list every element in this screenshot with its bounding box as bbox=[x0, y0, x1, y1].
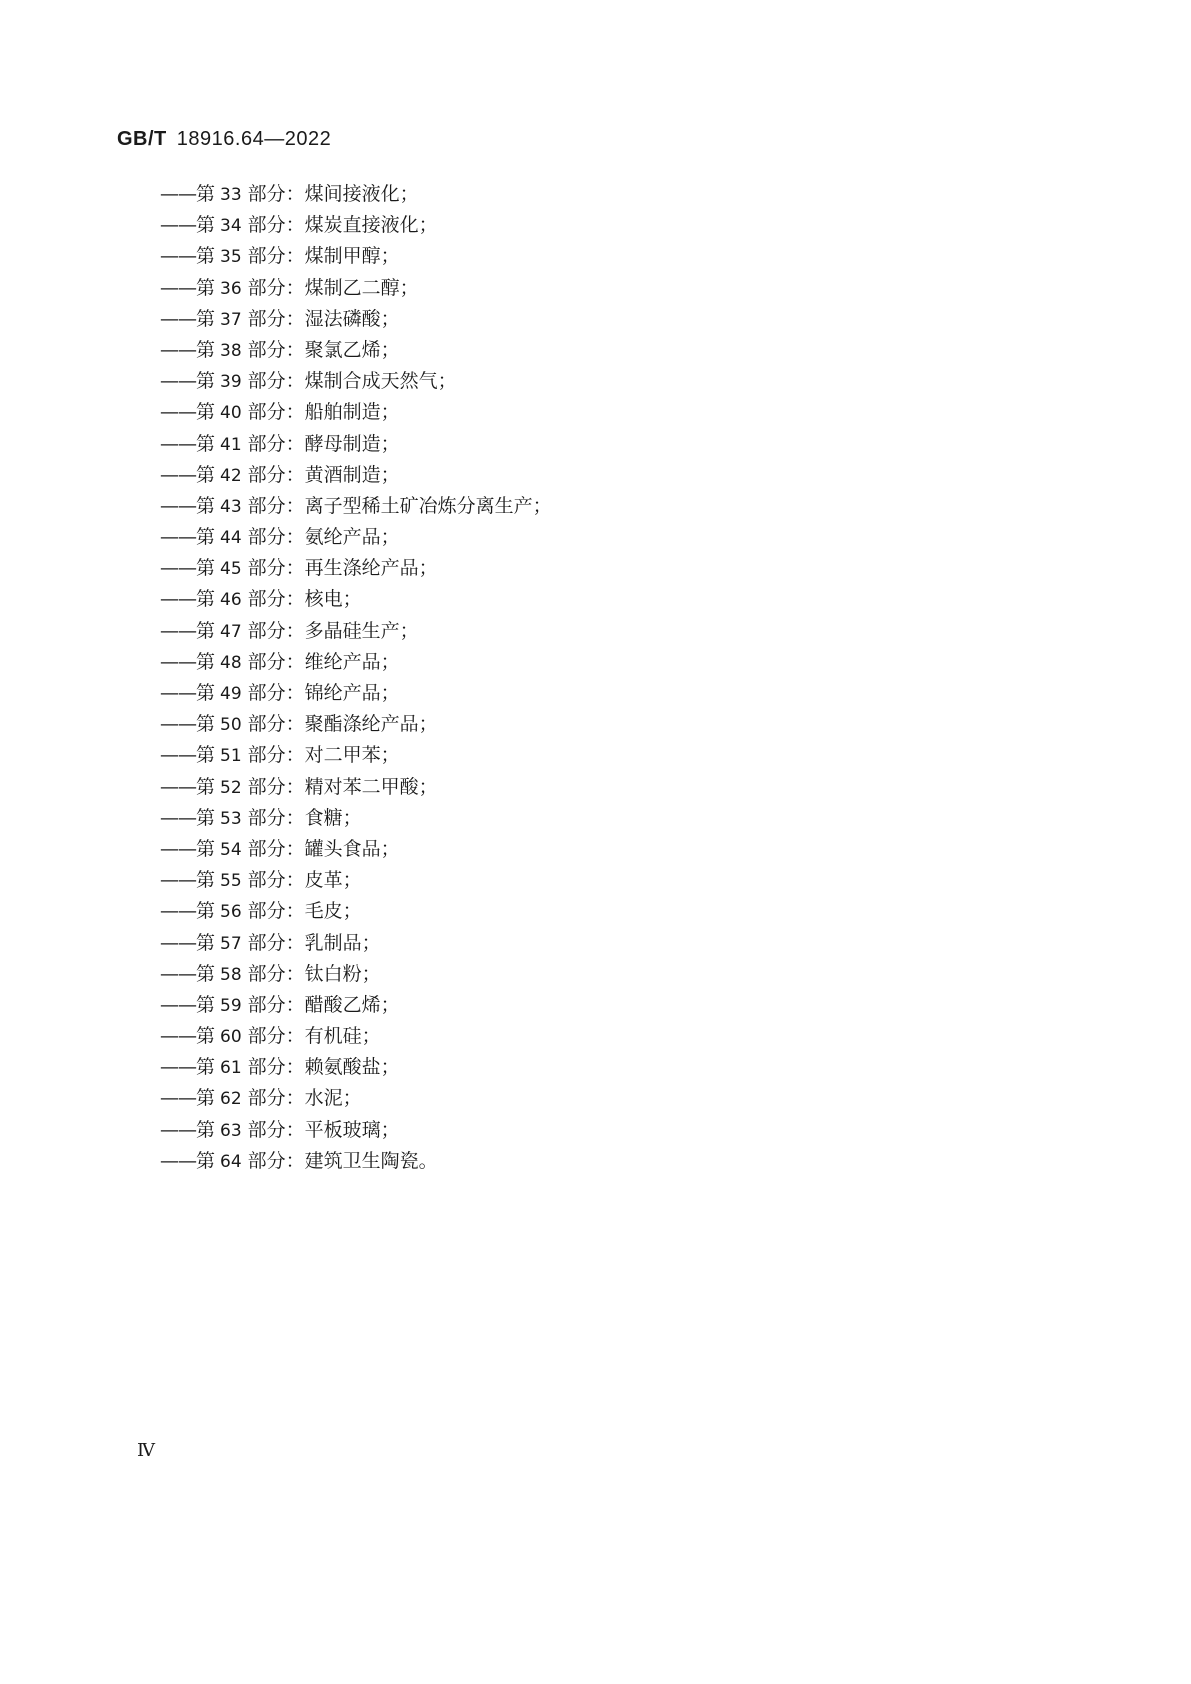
part-number: 43 bbox=[220, 496, 242, 517]
part-number: 56 bbox=[220, 902, 242, 923]
list-item bbox=[160, 460, 552, 491]
part-title: 部分：再生涤纶产品； bbox=[247, 557, 438, 580]
part-number: 46 bbox=[220, 590, 242, 611]
parts-list bbox=[160, 179, 552, 1177]
part-title: 部分：离子型稀土矿冶炼分离生产； bbox=[247, 494, 552, 517]
list-item-prefix: ——第 bbox=[160, 588, 215, 611]
part-number: 61 bbox=[220, 1058, 242, 1079]
part-number: 48 bbox=[220, 652, 242, 673]
list-item bbox=[160, 678, 552, 709]
list-item bbox=[160, 584, 552, 615]
list-item bbox=[160, 429, 552, 460]
list-item-prefix: ——第 bbox=[160, 214, 215, 237]
part-number: 52 bbox=[220, 777, 242, 798]
list-item bbox=[160, 397, 552, 428]
list-item-prefix: ——第 bbox=[160, 183, 215, 205]
list-item-prefix: ——第 bbox=[160, 962, 215, 985]
part-title: 部分：精对苯二甲酸； bbox=[247, 775, 438, 798]
list-item bbox=[160, 241, 552, 272]
list-item-prefix: ——第 bbox=[160, 931, 215, 954]
part-title: 部分：毛皮； bbox=[247, 900, 362, 923]
part-title: 部分：煤制乙二醇； bbox=[247, 276, 419, 299]
part-number: 64 bbox=[220, 1151, 242, 1172]
part-number: 63 bbox=[220, 1120, 242, 1141]
list-item bbox=[160, 304, 552, 335]
list-item-prefix: ——第 bbox=[160, 619, 215, 642]
list-item-prefix: ——第 bbox=[160, 370, 215, 393]
list-item bbox=[160, 865, 552, 896]
list-item-prefix: ——第 bbox=[160, 682, 215, 704]
part-title: 部分：乳制品； bbox=[247, 931, 381, 954]
part-title: 部分：醋酸乙烯； bbox=[247, 993, 400, 1016]
list-item-prefix: ——第 bbox=[160, 432, 215, 455]
part-number: 50 bbox=[220, 715, 242, 736]
list-item-prefix: ——第 bbox=[160, 713, 215, 736]
part-number: 40 bbox=[220, 403, 242, 424]
part-title: 部分：聚酯涤纶产品； bbox=[247, 713, 438, 736]
part-number: 38 bbox=[220, 340, 242, 361]
list-item bbox=[160, 210, 552, 241]
part-title: 部分：多晶硅生产； bbox=[247, 619, 419, 642]
part-number: 41 bbox=[220, 434, 242, 455]
part-title: 部分：钛白粉； bbox=[247, 962, 381, 985]
part-number: 35 bbox=[220, 247, 242, 268]
part-title: 部分：有机硅； bbox=[247, 1025, 381, 1048]
part-title: 部分：水泥； bbox=[247, 1087, 362, 1110]
part-number: 47 bbox=[220, 621, 242, 642]
list-item-prefix: ——第 bbox=[160, 1025, 215, 1048]
list-item bbox=[160, 896, 552, 927]
part-title: 部分：煤制合成天然气； bbox=[247, 370, 457, 393]
part-title: 部分：煤间接液化； bbox=[247, 183, 419, 205]
part-number: 53 bbox=[220, 808, 242, 829]
list-item-prefix: ——第 bbox=[160, 526, 215, 549]
list-item-prefix: ——第 bbox=[160, 1118, 215, 1141]
part-number: 33 bbox=[220, 185, 242, 205]
list-item bbox=[160, 1052, 552, 1083]
list-item-prefix: ——第 bbox=[160, 1056, 215, 1079]
part-title: 部分：平板玻璃； bbox=[247, 1118, 400, 1141]
part-number: 57 bbox=[220, 933, 242, 954]
list-item bbox=[160, 740, 552, 771]
list-item-prefix: ——第 bbox=[160, 775, 215, 798]
part-title: 部分：酵母制造； bbox=[247, 432, 400, 455]
list-item bbox=[160, 803, 552, 834]
list-item bbox=[160, 834, 552, 865]
list-item-prefix: ——第 bbox=[160, 338, 215, 361]
part-title: 部分：氨纶产品； bbox=[247, 526, 400, 549]
list-item-prefix: ——第 bbox=[160, 463, 215, 486]
part-number: 60 bbox=[220, 1027, 242, 1048]
part-number: 55 bbox=[220, 871, 242, 892]
list-item-prefix: ——第 bbox=[160, 276, 215, 299]
part-number: 37 bbox=[220, 309, 242, 330]
list-item bbox=[160, 179, 552, 210]
part-number: 58 bbox=[220, 964, 242, 985]
list-item bbox=[160, 990, 552, 1021]
list-item bbox=[160, 772, 552, 803]
list-item bbox=[160, 491, 552, 522]
part-title: 部分：锦纶产品； bbox=[247, 682, 400, 704]
list-item-prefix: ——第 bbox=[160, 837, 215, 860]
list-item-prefix: ——第 bbox=[160, 806, 215, 829]
list-item-prefix: ——第 bbox=[160, 245, 215, 268]
list-item bbox=[160, 366, 552, 397]
list-item bbox=[160, 1021, 552, 1052]
part-title: 部分：湿法磷酸； bbox=[247, 307, 400, 330]
list-item-prefix: ——第 bbox=[160, 900, 215, 923]
part-number: 54 bbox=[220, 839, 242, 860]
list-item-prefix: ——第 bbox=[160, 401, 215, 424]
list-item bbox=[160, 959, 552, 990]
part-title: 部分：皮革； bbox=[247, 869, 362, 892]
list-item bbox=[160, 928, 552, 959]
list-item bbox=[160, 709, 552, 740]
part-number: 39 bbox=[220, 372, 242, 393]
list-item-prefix: ——第 bbox=[160, 557, 215, 580]
list-item-prefix: ——第 bbox=[160, 744, 215, 767]
part-number: 42 bbox=[220, 465, 242, 486]
list-item bbox=[160, 273, 552, 304]
standard-code: GB/T bbox=[117, 128, 167, 150]
part-number: 51 bbox=[220, 746, 242, 767]
part-title: 部分：煤制甲醇； bbox=[247, 245, 400, 268]
list-item bbox=[160, 522, 552, 553]
part-title: 部分：维纶产品； bbox=[247, 650, 400, 673]
part-number: 62 bbox=[220, 1089, 242, 1110]
part-title: 部分：聚氯乙烯； bbox=[247, 338, 400, 361]
list-item-prefix: ——第 bbox=[160, 307, 215, 330]
part-number: 34 bbox=[220, 216, 242, 237]
list-item bbox=[160, 335, 552, 366]
list-item-prefix: ——第 bbox=[160, 869, 215, 892]
part-number: 44 bbox=[220, 528, 242, 549]
part-title: 部分：赖氨酸盐； bbox=[247, 1056, 400, 1079]
document-header bbox=[117, 128, 331, 151]
list-item bbox=[160, 553, 552, 584]
part-number: 36 bbox=[220, 278, 242, 299]
part-title: 部分：黄酒制造； bbox=[247, 463, 400, 486]
list-item-prefix: ——第 bbox=[160, 1149, 215, 1172]
part-title: 部分：船舶制造； bbox=[247, 401, 400, 424]
part-title: 部分：煤炭直接液化； bbox=[247, 214, 438, 237]
part-number: 45 bbox=[220, 559, 242, 580]
list-item-prefix: ——第 bbox=[160, 1087, 215, 1110]
list-item bbox=[160, 1083, 552, 1114]
list-item bbox=[160, 1115, 552, 1146]
page-number: Ⅳ bbox=[137, 1440, 155, 1461]
part-number: 59 bbox=[220, 995, 242, 1016]
part-title: 部分：核电； bbox=[247, 588, 362, 611]
list-item bbox=[160, 616, 552, 647]
part-title: 部分：建筑卫生陶瓷。 bbox=[247, 1149, 438, 1172]
part-title: 部分：对二甲苯； bbox=[247, 744, 400, 767]
part-title: 部分：食糖； bbox=[247, 806, 362, 829]
part-title: 部分：罐头食品； bbox=[247, 837, 400, 860]
list-item bbox=[160, 1146, 552, 1177]
part-number: 49 bbox=[220, 684, 242, 704]
standard-number: 18916.64—2022 bbox=[176, 128, 332, 150]
list-item-prefix: ——第 bbox=[160, 650, 215, 673]
list-item bbox=[160, 647, 552, 678]
list-item-prefix: ——第 bbox=[160, 993, 215, 1016]
list-item-prefix: ——第 bbox=[160, 494, 215, 517]
